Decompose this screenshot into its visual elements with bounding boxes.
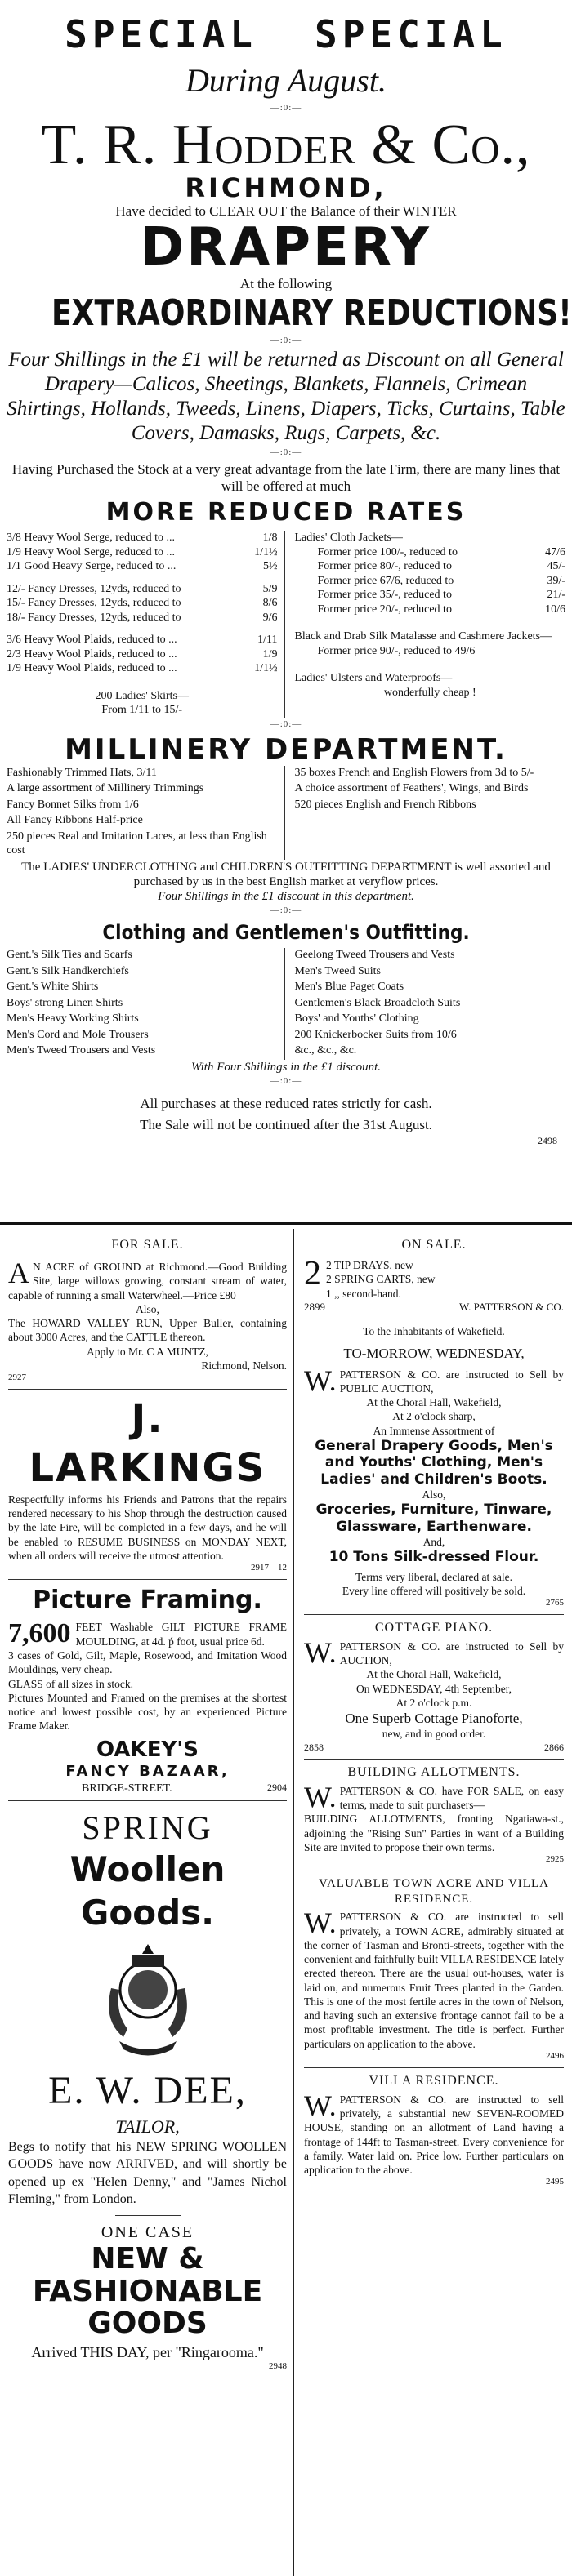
woollen-goods-heading: Woollen Goods. (69, 1849, 226, 1933)
rate-row-price: 1/1½ (254, 662, 278, 675)
decided-line: Have decided to CLEAR OUT the Balance of their WINTER (115, 203, 457, 220)
rate-row-price: 1/1½ (254, 545, 278, 558)
rate-row (7, 582, 278, 597)
rate-row-label: 12/- Fancy Dresses, 12yds, reduced to (7, 582, 181, 595)
building-heading: BUILDING ALLOTMENTS. (347, 1764, 521, 1779)
jacket-row (318, 603, 566, 617)
moulding-ad (8, 1620, 287, 1648)
also-2: Also, (422, 1488, 446, 1502)
rate-row-price: 1/8 (262, 532, 278, 545)
for-sale-heading: FOR SALE. (111, 1238, 184, 1252)
drays-ad: 2 2 TIP DRAYS, new 2 SPRING CARTS, new 1 ,, second-hand. (304, 1255, 436, 1300)
mounted-text: Pictures Mounted and Framed on the premises at the shortest notice and lowest possible cost, by an experienced Picture Frame Maker. (8, 1691, 287, 1733)
rate-row (7, 647, 278, 662)
right-column: ON SALE. 2 2 TIP DRAYS, new 2 SPRING CARTS, new 1 ,, second-hand. 2899 W. PATTERSON & CO. To the Inhabitants of Wakefield. TO-MORROW, WEDNESDAY, W. PATTERSON & CO. are instructed to Sell by PUBLIC AUCTION, At the Choral Hall, Wakefield, At 2 o'clock sharp, An Immense Assortment of General Drapery Goods, Men's and Youths' Clothing, Men's Ladies' and Children's Boots. Also, Groceries, Furniture, Tinware, Glassware, Earthenware. And, 10 Tons Silk-dressed Flour. Terms very liberal, declared at sale. Every line offered will positively be sold. 2765 COTTAGE PIANO. W. PATTERSON & CO. are instructed to Sell by AUCTION, At the Choral Hall, Wakefield, On WEDNESDAY, 4th September, At 2 o'clock p.m. One Superb Cottage Pianoforte, new, and in good order. 2858 2866 BUILDING ALLOTMENTS. W. PATTERSON & CO. have FOR SALE, on easy terms, made to suit purchasers— BUILDING ALLOTMENTS, fronting Ngatiawa-st., adjoining the "Rising Sun" Parties in want of a Building Site are invited to propose their own terms. 2925 VALUABLE TOWN ACRE AND VILLA RESIDENCE. W. PATTERSON & CO. are instructed to sell privately, a TOWN ACRE, admirably situated at the corner of Tasman and Bronti-streets, together with the convenient and faithfully built VILLA RESIDENCE lately erected thereon. There are the usual out-houses, water is laid on, and numerous Fruit Trees planted in the Garden. This is one of the most fertile acres in the town of Nelson, and having such an extensive frontage cannot fail to be a most profitable investment. The title is perfect. Further particulars on application to the above. 2496 VILLA RESIDENCE. W. PATTERSON & CO. are instructed to sell privately, a substantial new SEVEN-ROOMED HOUSE, standing on an allotment of Land having a frontage of 144ft to Tasman-street. Every convenience for a family. Water laid on. Price low. Further particulars on application to the above. 2495 (304, 1238, 564, 2187)
ad-number-2948: 2948 (269, 2361, 287, 2372)
two-oclock: At 2 o'clock sharp, (392, 1410, 476, 1423)
arrived-line: Arrived THIS DAY, per "Ringarooma." (31, 2343, 264, 2360)
clothing-heading: Clothing and Gentlemen's Outfitting. (102, 921, 470, 945)
ad-number-2496: 2496 (546, 2050, 564, 2061)
clothing-item: Boys' strong Linen Shirts (7, 996, 123, 1009)
jacket-row-price: 10/6 (545, 603, 565, 616)
hodder-advertisement (0, 0, 572, 1225)
purchased-paragraph: Having Purchased the Stock at a very great advantage from the late Firm, there are many lines that will be offered at much (11, 461, 561, 495)
clothing-item: Gent.'s White Shirts (7, 981, 99, 994)
ad-number-2866: 2866 (544, 1741, 564, 1753)
rate-row (7, 661, 278, 676)
ad-number-2925: 2925 (546, 1854, 564, 1865)
clothing-item: Men's Heavy Working Shirts (7, 1012, 139, 1026)
rate-row (7, 611, 278, 625)
inhabitants: To the Inhabitants of Wakefield. (363, 1325, 505, 1338)
howard-text: The HOWARD VALLEY RUN, Upper Buller, containing about 3000 Acres, and the CATTLE thereon. (8, 1317, 287, 1344)
cases-text: 3 cases of Gold, Gilt, Maple, Rosewood, and Imitation Wood Mouldings, very cheap. (8, 1648, 287, 1676)
separator: —:0:— (270, 447, 302, 458)
ad-number-2765: 2765 (546, 1598, 564, 1608)
patterson-a: W. PATTERSON & CO. (459, 1300, 564, 1313)
clothing-item: Geelong Tweed Trousers and Vests (294, 949, 455, 962)
millinery-item: All Fancy Ribbons Half-price (7, 814, 143, 827)
rate-row-price: 5½ (263, 560, 278, 573)
superb: One Superb Cottage Pianoforte, (345, 1711, 523, 1727)
clothing-item: Men's Cord and Mole Trousers (7, 1028, 149, 1041)
jacket-row (318, 574, 566, 589)
clothing-left (7, 948, 285, 1060)
rate-row-label: 18/- Fancy Dresses, 12yds, reduced to (7, 611, 181, 624)
clothing-item: 200 Knickerbocker Suits from 10/6 (294, 1028, 457, 1041)
tailor-line: TAILOR, (115, 2116, 180, 2138)
special-word-1: SPECIAL (65, 12, 257, 56)
two-pm: At 2 o'clock p.m. (395, 1696, 472, 1709)
divider-rule (0, 1222, 572, 1225)
clothing-item: &c., &c., &c. (294, 1044, 357, 1057)
rate-row-label: 3/8 Heavy Wool Serge, reduced to ... (7, 532, 175, 545)
groceries: Groceries, Furniture, Tinware, Glassware, Earthenware. (315, 1502, 552, 1535)
four-clothing-line: With Four Shillings in the £1 discount. (190, 1060, 382, 1074)
special-heading (0, 11, 572, 59)
jacket-row-price: 21/- (547, 589, 565, 602)
clothing-item: Men's Blue Paget Coats (294, 981, 404, 994)
apply-line: Apply to Mr. C A MUNTZ, (87, 1345, 208, 1358)
jacket-row-price: 39/- (547, 574, 565, 587)
jacket-row (318, 559, 566, 574)
clothing-item: Men's Tweed Suits (294, 964, 382, 977)
millinery-heading: MILLINERY DEPARTMENT. (65, 733, 507, 767)
skirts-price: From 1/11 to 15/- (101, 704, 183, 717)
jacket-row (318, 545, 566, 560)
four-shillings-paragraph: Four Shillings in the £1 will be returned as Discount on all General Drapery—Calicos, Sheetings, Blankets, Flannels, Crimean Shirtings, Hollands, Tweeds, Linens, Diapers, Ticks, Curtains, Table Covers, Damasks, Rugs, Carpets, &c. (7, 349, 565, 445)
town-name: RICHMOND, (185, 172, 387, 204)
separator: —:0:— (270, 905, 302, 916)
wednesday: On WEDNESDAY, 4th September, (355, 1682, 512, 1695)
separator: —:0:— (270, 719, 302, 729)
bridge-street: BRIDGE-STREET. (82, 1782, 172, 1795)
new-good: new, and in good order. (382, 1728, 486, 1741)
new-fashionable-heading: NEW & FASHIONABLE GOODS (32, 2241, 263, 2341)
jacket-row-label: Former price 80/-, reduced to (317, 560, 452, 573)
fancy-bazaar: FANCY BAZAAR, (65, 1763, 230, 1781)
rate-row-label: 3/6 Heavy Wool Plaids, reduced to ... (7, 634, 177, 647)
millinery-item: 520 pieces English and French Ribbons (294, 798, 476, 811)
extraordinary-heading: EXTRAORDINARY REDUCTIONS! (51, 292, 572, 335)
during-august: During August. (185, 61, 387, 99)
immense: An Immense Assortment of (373, 1424, 495, 1437)
one-case: ONE CASE (101, 2222, 194, 2241)
millinery-item: Fashionably Trimmed Hats, 3/11 (7, 766, 157, 779)
villa-text: PATTERSON & CO. are instructed to sell privately, a substantial new SEVEN-ROOMED HOUSE, standing on an allotment of Land having a frontage of 144ft to Tasman-street. Every convenience for a family. Water laid on. Price low. Further particulars on application to the above. (304, 2093, 564, 2177)
and-line: And, (422, 1536, 445, 1549)
underclothing-paragraph: The LADIES' UNDERCLOTHING and CHILDREN'S OUTFITTING DEPARTMENT is well assorted and purchased by us in the best English market at veryflow prices. (21, 860, 551, 888)
separator: —:0:— (270, 335, 302, 345)
rate-row-label: 1/9 Heavy Wool Serge, reduced to ... (7, 545, 175, 558)
auction-text: PATTERSON & CO. are instructed to Sell by PUBLIC AUCTION, (339, 1368, 564, 1395)
ladies-skirts: 200 Ladies' Skirts— (95, 689, 189, 702)
cottage-text: PATTERSON & CO. are instructed to Sell by AUCTION, (339, 1639, 564, 1667)
rate-row (7, 574, 278, 582)
separator: —:0:— (270, 1076, 302, 1087)
tip-drays: 2 TIP DRAYS, new (326, 1259, 413, 1271)
rates-left (7, 531, 285, 718)
clothing-item: Gent.'s Silk Ties and Scarfs (7, 949, 132, 962)
clothing-columns (0, 948, 572, 1060)
also-1: Also, (136, 1302, 159, 1315)
second-hand: 1 ,, second-hand. (326, 1287, 401, 1300)
jacket-rows (295, 545, 566, 617)
clothing-item: Boys' and Youths' Clothing (294, 1012, 419, 1026)
flour: 10 Tons Silk-dressed Flour. (328, 1549, 539, 1566)
apply-place: Richmond, Nelson. (201, 1359, 287, 1372)
rate-row-price: 5/9 (262, 582, 278, 595)
firm-name: T. R. Hodder & Co., (41, 113, 531, 177)
millinery-item: A choice assortment of Feathers', Wings, and Birds (294, 782, 529, 795)
sale-not-continued: The Sale will not be continued after the 31st August. (140, 1116, 432, 1132)
rates-right (285, 531, 566, 718)
jacket-row-label: Former price 67/6, reduced to (317, 574, 454, 587)
rate-row-label: 15/- Fancy Dresses, 12yds, reduced to (7, 597, 181, 610)
ad-number-2927: 2927 (8, 1373, 26, 1383)
general-drapery: General Drapery Goods, Men's and Youths' Clothing, Men's Ladies' and Children's Boots. (315, 1437, 553, 1488)
spring-heading: SPRING (82, 1809, 213, 1847)
ulsters-price: wonderfully cheap ! (383, 686, 476, 699)
dee-heading: E. W. DEE, (48, 2069, 247, 2113)
rate-row-label: 1/1 Good Heavy Serge, reduced to ... (7, 560, 177, 573)
rate-row (7, 559, 278, 574)
rate-row-price: 9/6 (262, 611, 278, 624)
picture-framing-heading: Picture Framing. (33, 1585, 262, 1614)
building-text: PATTERSON & CO. have FOR SALE, on easy terms, made to suit purchasers— (339, 1784, 564, 1812)
jacket-row-label: Former price 20/-, reduced to (317, 603, 452, 616)
cottage-heading: COTTAGE PIANO. (374, 1620, 494, 1635)
villa-heading: VILLA RESIDENCE. (369, 2073, 499, 2088)
at-following: At the following (239, 275, 333, 291)
seven-thousand: 7,600 (8, 1618, 71, 1649)
black-drab: Black and Drab Silk Matalasse and Cashmere Jackets— (294, 630, 552, 643)
choral-hall: At the Choral Hall, Wakefield, (366, 1396, 502, 1409)
clothing-item: Gentlemen's Black Broadcloth Suits (294, 996, 461, 1009)
on-sale-heading: ON SALE. (401, 1238, 467, 1252)
ad-number-2899: 2899 (304, 1300, 325, 1313)
spring-carts: 2 SPRING CARTS, new (326, 1273, 436, 1286)
rate-row (7, 531, 278, 545)
moulding-text: FEET Washable GILT PICTURE FRAME MOULDING, at 4d. ṕ foot, usual price 6d. (75, 1621, 287, 1648)
jacket-row (318, 588, 566, 603)
clothing-item: Gent.'s Silk Handkerchiefs (7, 964, 129, 977)
rate-row-price: 8/6 (262, 597, 278, 610)
choral-hall-2: At the Choral Hall, Wakefield, (366, 1668, 502, 1681)
left-column (0, 1229, 294, 2576)
black-drab-price: Former price 90/-, reduced to 49/6 (317, 644, 476, 657)
royal-crest-icon (87, 1939, 209, 2062)
larkings-text: Respectfully informs his Friends and Patrons that the repairs rendered necessary to his Shop through the destruction caused by the late Fire, will be completed in a few days, and he will be enabled to RESUME BUSINESS on MONDAY NEXT, when all orders will receive the utmost attention. (8, 1493, 287, 1562)
cloth-jackets: Ladies' Cloth Jackets— (294, 532, 403, 545)
acre-text: N ACRE of GROUND at Richmond.—Good Building Site, large willows growing, constant stream of water, capable of running a small Waterwheel.—Price £80 (8, 1261, 287, 1301)
rate-row-price: 1/11 (257, 634, 278, 647)
valuable-heading: VALUABLE TOWN ACRE AND VILLA RESIDENCE. (319, 1876, 549, 1906)
clothing-item: Men's Tweed Trousers and Vests (7, 1044, 156, 1057)
more-reduced-heading: MORE REDUCED RATES (105, 497, 467, 527)
ad-number: 2498 (538, 1134, 557, 1146)
millinery-item: 250 pieces Real and Imitation Laces, at less than English cost (7, 830, 267, 857)
acre-ad: A N ACRE of GROUND at Richmond.—Good Building Site, large willows growing, constant stream of water, capable of running a small Waterwheel.—Price £80 (8, 1257, 287, 1301)
every-line: Every line offered will positively be sold. (342, 1584, 526, 1597)
tomorrow: TO-MORROW, WEDNESDAY, (343, 1346, 525, 1362)
rate-row-label: 2/3 Heavy Wool Plaids, reduced to ... (7, 647, 177, 661)
rate-row (7, 545, 278, 560)
all-purchases: All purchases at these reduced rates strictly for cash. (140, 1096, 432, 1112)
building-allotments: BUILDING ALLOTMENTS, fronting Ngatiawa-st., adjoining the "Rising Sun" Parties in want of a Building Site are invited to propose their own terms. (304, 1813, 564, 1853)
ad-number-2858: 2858 (304, 1741, 324, 1753)
oakeys: OAKEY'S (96, 1737, 199, 1762)
jacket-row-label: Former price 100/-, reduced to (317, 545, 458, 558)
left-rates-list (7, 531, 278, 676)
rate-row-price: 1/9 (262, 647, 278, 661)
glass-text: GLASS of all sizes in stock. (8, 1677, 133, 1690)
millinery-right (285, 766, 566, 860)
separator: —:0:— (270, 102, 302, 113)
millinery-item: A large assortment of Millinery Trimmings (7, 782, 204, 795)
millinery-item: Fancy Bonnet Silks from 1/6 (7, 798, 139, 811)
larkings-heading: J. LARKINGS (29, 1395, 266, 1491)
jacket-row-price: 45/- (547, 560, 565, 573)
terms: Terms very liberal, declared at sale. (355, 1570, 513, 1583)
ad-number-2495: 2495 (546, 2177, 564, 2187)
begs-text: Begs to notify that his NEW SPRING WOOLLEN GOODS have now ARRIVED, and will shortly be opened up ex "Helen Denny," and "James Nichol Fleming," from London. (8, 2139, 287, 2207)
clothing-right (285, 948, 566, 1060)
rate-row (7, 625, 278, 633)
millinery-columns (0, 766, 572, 860)
rate-row-label: 1/9 Heavy Wool Plaids, reduced to ... (7, 662, 177, 675)
valuable-text: PATTERSON & CO. are instructed to sell privately, a TOWN ACRE, admirably situated at the corner of Tasman and Bronti-streets, together with the convenient and faithfully built VILLA RESIDENCE lately erected thereon. There are the usual out-houses, water is laid on, and numerous Fruit Trees planted in the Garden. This is one of the most fertile acres in the town of Nelson, and having such an extensive frontage cannot fail to be a most profitable investment. The title is perfect. Further particulars on application to the above. (304, 1911, 564, 2050)
rate-row (7, 596, 278, 611)
jacket-row-price: 47/6 (545, 545, 565, 558)
ad-number-2917: 2917—12 (251, 1563, 287, 1573)
ulsters: Ladies' Ulsters and Waterproofs— (294, 672, 453, 685)
jacket-row-label: Former price 35/-, reduced to (317, 589, 452, 602)
ad-number-2904: 2904 (267, 1781, 287, 1793)
rate-row (7, 633, 278, 647)
millinery-item: 35 boxes French and English Flowers from 3d to 5/- (294, 766, 534, 779)
special-word-2: SPECIAL (315, 12, 507, 56)
four-dept-line: Four Shillings in the £1 discount in this department. (158, 889, 414, 903)
rates-columns (0, 531, 572, 718)
drapery-heading: DRAPERY (141, 216, 431, 278)
millinery-left (7, 766, 285, 860)
